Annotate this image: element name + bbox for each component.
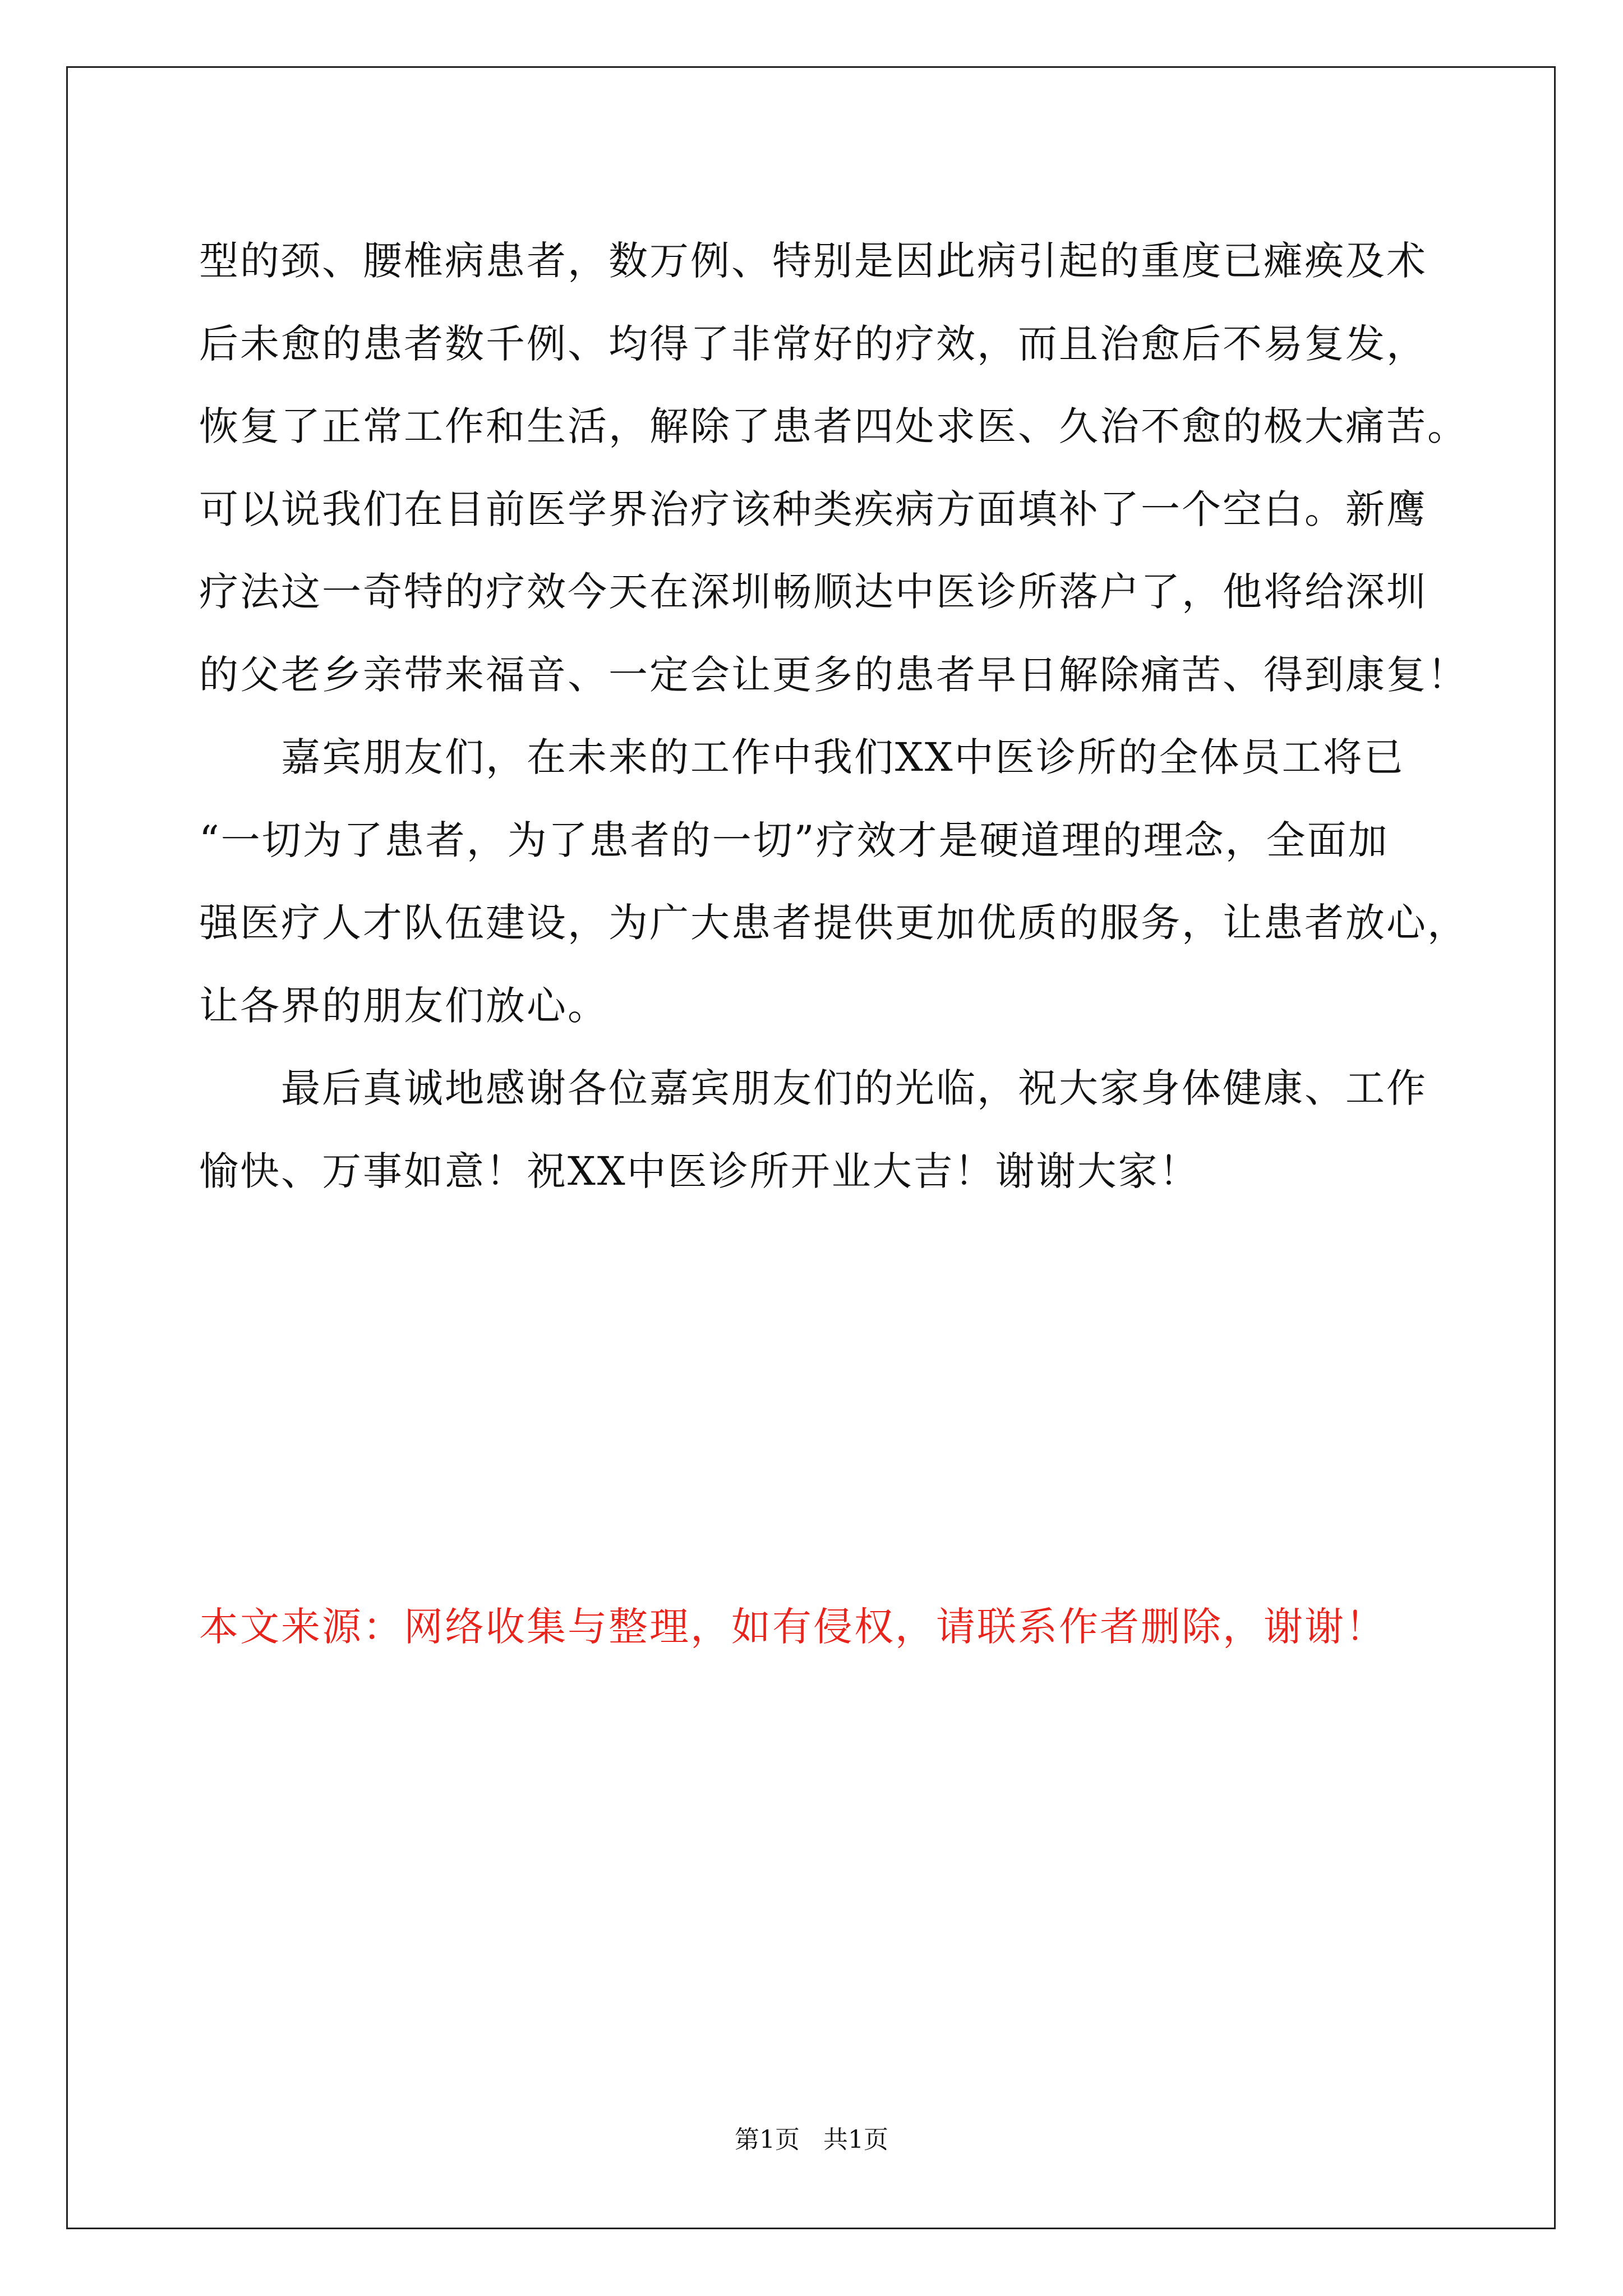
- document-body: [199, 220, 1468, 1213]
- body-line: 愉快、万事如意！祝XX中医诊所开业大吉！谢谢大家！: [199, 1148, 1200, 1194]
- body-line: 最后真诚地感谢各位嘉宾朋友们的光临，祝大家身体健康、工作: [281, 1065, 1427, 1111]
- body-line: 恢复了正常工作和生活，解除了患者四处求医、久治不愈的极大痛苦。: [199, 403, 1468, 449]
- body-line: 让各界的朋友们放心。: [199, 982, 608, 1029]
- body-line: 的父老乡亲带来福音、一定会让更多的患者早日解除痛苦、得到康复！: [199, 651, 1468, 698]
- body-line: 可以说我们在目前医学界治疗该种类疾病方面填补了一个空白。新鹰: [199, 486, 1427, 532]
- body-line: 后未愈的患者数千例、均得了非常好的疗效，而且治愈后不易复发，: [199, 320, 1427, 367]
- body-line: 强医疗人才队伍建设，为广大患者提供更加优质的服务，让患者放心，: [199, 900, 1468, 946]
- page-number-footer: 第1页 共1页: [735, 2125, 888, 2154]
- body-line: 疗法这一奇特的疗效今天在深圳畅顺达中医诊所落户了，他将给深圳: [199, 569, 1427, 615]
- body-line: 嘉宾朋友们，在未来的工作中我们XX中医诊所的全体员工将已: [281, 734, 1405, 780]
- source-note: 本文来源：网络收集与整理，如有侵权，请联系作者删除，谢谢！: [199, 1604, 1386, 1650]
- body-line: 型的颈、腰椎病患者，数万例、特别是因此病引起的重度已瘫痪及术: [199, 238, 1427, 284]
- body-line: “一切为了患者，为了患者的一切”疗效才是硬道理的理念，全面加: [199, 817, 1389, 863]
